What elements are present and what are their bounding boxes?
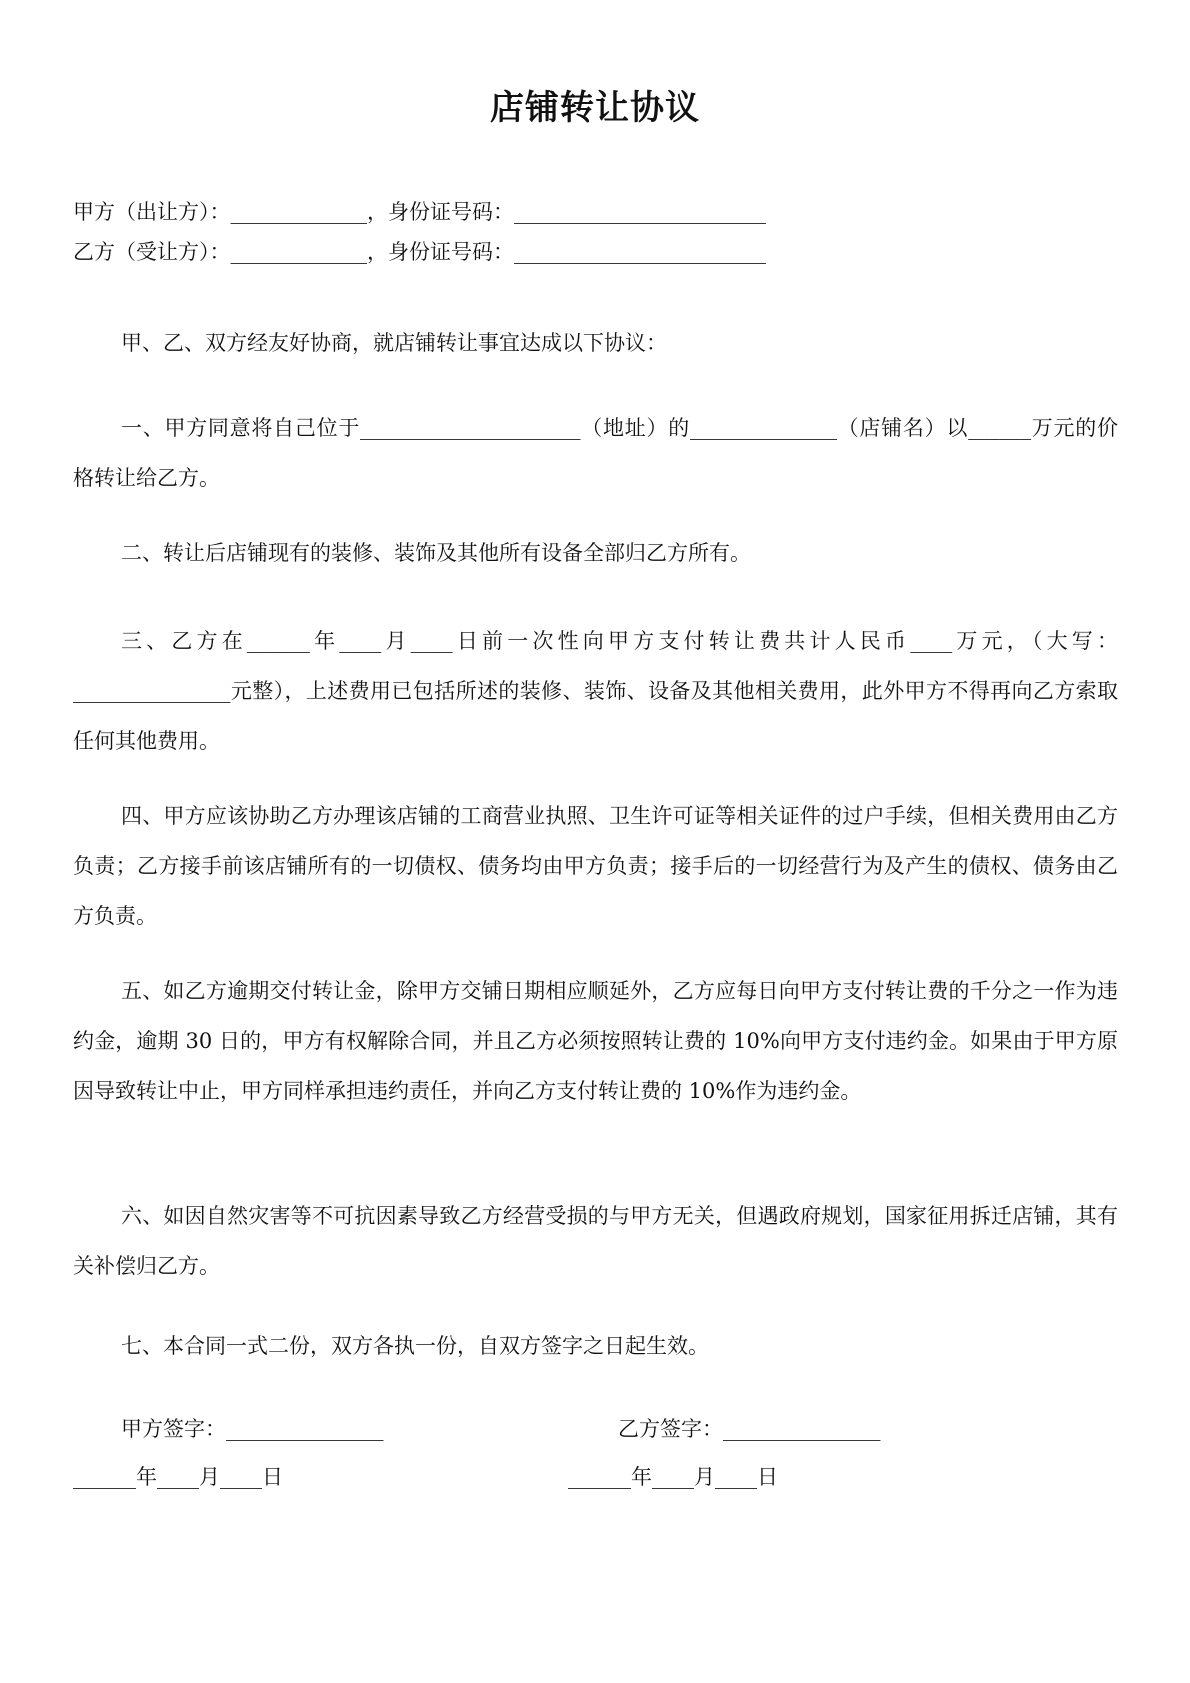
clause-7: 七、本合同一式二份，双方各执一份，自双方签字之日起生效。 [121, 1334, 709, 1358]
party-a-signature: 甲方签字：_______________ [121, 1417, 384, 1441]
party-b-sign-date: ______年____月____日 [568, 1465, 778, 1489]
clause-4: 四、甲方应该协助乙方办理该店铺的工商营业执照、卫生许可证等相关证件的过户手续，但相关费用由乙方负责；乙方接手前该店铺所有的一切债权、债务均由甲方负责；接手后的一切经营行为及产生的债权、债务由乙方负责。 [73, 804, 1118, 928]
clause-2: 二、转让后店铺现有的装修、装饰及其他所有设备全部归乙方所有。 [121, 541, 751, 565]
clause-6: 六、如因自然灾害等不可抗因素导致乙方经营受损的与甲方无关，但遇政府规划，国家征用拆迁店铺，其有关补偿归乙方。 [73, 1204, 1118, 1278]
party-a-sign-date: ______年____月____日 [73, 1465, 283, 1489]
clause-3: 三、乙方在______年____月____日前一次性向甲方支付转让费共计人民币____万元，（大写：_______________元整），上述费用已包括所述的装修、装饰、设备及其他相关费用，此外甲方不得再向乙方索取任何其他费用。 [73, 629, 1118, 753]
clause-5: 五、如乙方逾期交付转让金，除甲方交铺日期相应顺延外，乙方应每日向甲方支付转让费的千分之一作为违约金，逾期 30 日的，甲方有权解除合同，并且乙方必须按照转让费的 10%向甲方支付违约金。如果由于甲方原因导致转让中止，甲方同样承担违约责任，并向乙方支付转让费的 10%作为违约金。 [73, 979, 1118, 1103]
party-b-info-line: 乙方（受让方）：_____________，身份证号码：________________________ [73, 240, 766, 264]
party-a-info-line: 甲方（出让方）：_____________，身份证号码：________________________ [73, 200, 766, 224]
intro-paragraph: 甲、乙、双方经友好协商，就店铺转让事宜达成以下协议： [121, 331, 667, 355]
clause-1: 一、甲方同意将自己位于_____________________（地址）的______________（店铺名）以______万元的价格转让给乙方。 [73, 416, 1118, 490]
party-b-signature: 乙方签字：_______________ [618, 1417, 881, 1441]
document-title: 店铺转让协议 [490, 88, 700, 128]
